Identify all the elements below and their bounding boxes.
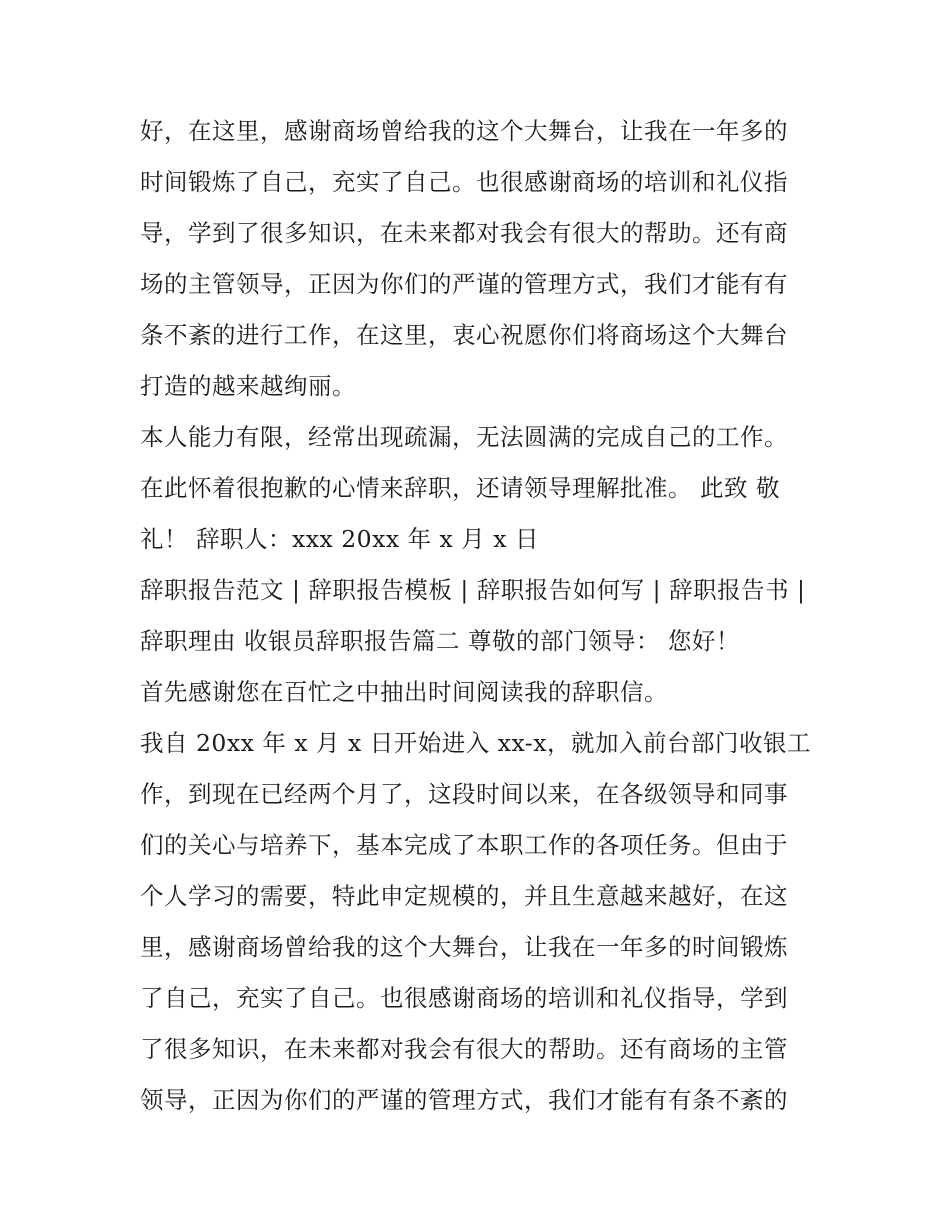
text-line: 我自 20xx 年 x 月 x 日开始进入 xx-x，就加入前台部门收银工	[140, 729, 811, 757]
text-line: 辞职理由 收银员辞职报告篇二 尊敬的部门领导： 您好！	[140, 627, 740, 655]
text-line: 时间锻炼了自己，充实了自己。也很感谢商场的培训和礼仪指	[140, 168, 788, 196]
text-line: 们的关心与培养下，基本完成了本职工作的各项任务。但由于	[140, 831, 788, 859]
text-line: 导，学到了很多知识，在未来都对我会有很大的帮助。还有商	[140, 219, 788, 247]
text-line: 了很多知识，在未来都对我会有很大的帮助。还有商场的主管	[140, 1035, 788, 1063]
text-line: 个人学习的需要，特此申定规模的，并且生意越来越好，在这	[140, 882, 788, 910]
text-line: 首先感谢您在百忙之中抽出时间阅读我的辞职信。	[140, 678, 668, 706]
text-line: 场的主管领导，正因为你们的严谨的管理方式，我们才能有有	[140, 270, 788, 298]
text-line: 辞职报告范文 | 辞职报告模板 | 辞职报告如何写 | 辞职报告书 |	[140, 576, 806, 604]
text-line: 作，到现在已经两个月了，这段时间以来，在各级领导和同事	[140, 780, 788, 808]
text-line: 领导，正因为你们的严谨的管理方式，我们才能有有条不紊的	[140, 1086, 788, 1114]
text-line: 打造的越来越绚丽。	[140, 372, 356, 400]
text-line: 好，在这里，感谢商场曾给我的这个大舞台，让我在一年多的	[140, 117, 788, 145]
text-line: 条不紊的进行工作，在这里，衷心祝愿你们将商场这个大舞台	[140, 321, 788, 349]
text-line: 本人能力有限，经常出现疏漏，无法圆满的完成自己的工作。	[140, 423, 788, 451]
text-line: 了自己，充实了自己。也很感谢商场的培训和礼仪指导，学到	[140, 984, 788, 1012]
text-line: 礼！ 辞职人：xxx 20xx 年 x 月 x 日	[140, 525, 539, 553]
text-line: 里，感谢商场曾给我的这个大舞台，让我在一年多的时间锻炼	[140, 933, 788, 961]
text-line: 在此怀着很抱歉的心情来辞职，还请领导理解批准。 此致 敬	[140, 474, 780, 502]
body-text	[140, 106, 820, 1126]
